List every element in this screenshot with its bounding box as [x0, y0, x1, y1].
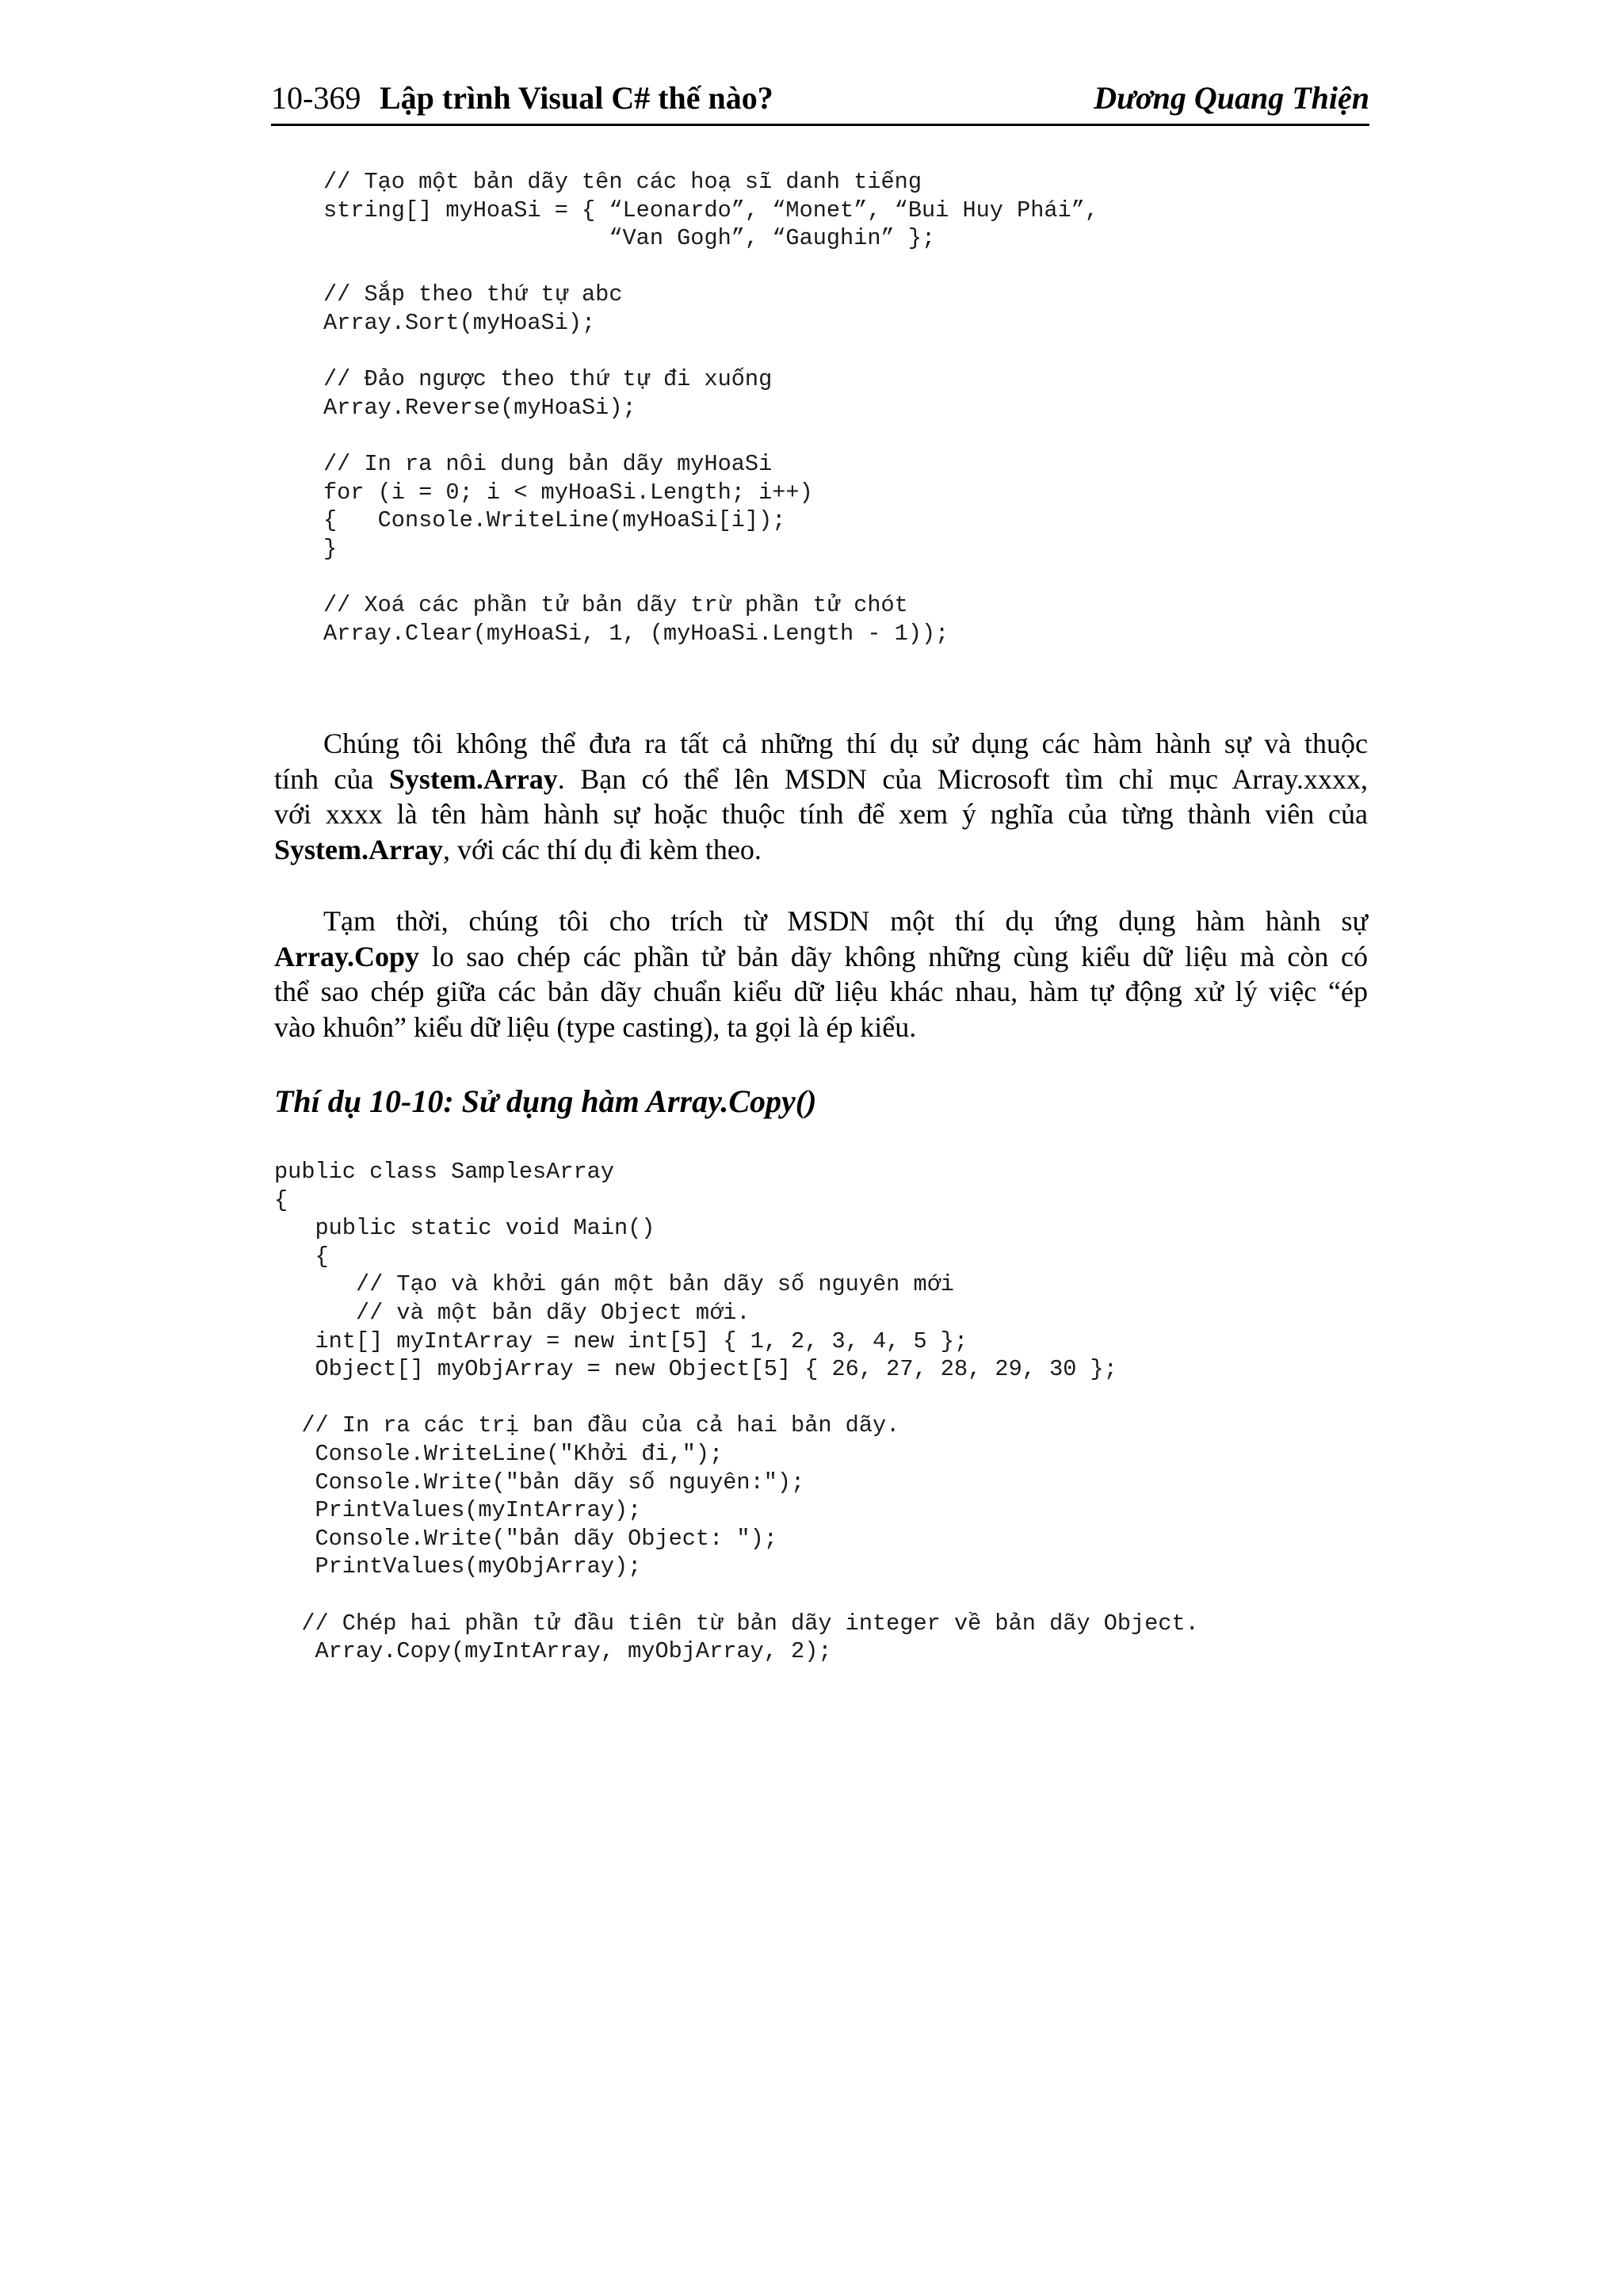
header-rule — [271, 124, 1369, 126]
paragraph-line: vào khuôn” kiểu dữ liệu (type casting), ta gọi là ép kiểu. — [274, 1010, 917, 1043]
code-line: // Sắp theo thứ tự abc — [323, 281, 623, 308]
code-line: PrintValues(myIntArray); — [274, 1497, 642, 1524]
example-heading: Thí dụ 10-10: Sử dụng hàm Array.Copy() — [274, 1083, 817, 1119]
text-run: lo sao chép các phần tử bản dãy không những cùng kiểu dữ liệu mà còn có — [419, 940, 1368, 972]
author-name: Dương Quang Thiện — [1094, 80, 1369, 116]
code-line: int[] myIntArray = new int[5] { 1, 2, 3, 4, 5 }; — [274, 1328, 968, 1354]
code-line: // Đảo ngược theo thứ tự đi xuống — [323, 366, 773, 393]
text-run: , với các thí dụ đi kèm theo. — [442, 833, 762, 865]
paragraph-system-array — [274, 726, 1368, 867]
code-line: // In ra nôi dung bản dãy myHoaSi — [323, 450, 773, 477]
code-line: // Chép hai phần tử đầu tiên từ bản dãy integer về bản dãy Object. — [274, 1610, 1199, 1637]
code-line: // Tạo và khởi gán một bản dãy số nguyên mới — [274, 1271, 954, 1298]
bold-term: System.Array — [388, 762, 558, 795]
code-line: { Console.WriteLine(myHoaSi[i]); — [323, 507, 786, 534]
code-line: { — [274, 1243, 329, 1270]
code-block-array-methods — [323, 168, 1098, 648]
code-line: // In ra các trị ban đầu của cả hai bản dãy. — [274, 1412, 900, 1439]
code-line: string[] myHoaSi = { “Leonardo”, “Monet”, “Bui Huy Phái”, — [323, 197, 1099, 223]
paragraph-line: Tạm thời, chúng tôi cho trích từ MSDN một thí dụ ứng dụng hàm hành sự — [323, 905, 1368, 937]
code-line: public class SamplesArray — [274, 1159, 614, 1185]
bold-term: Array.Copy — [274, 940, 419, 972]
code-line: // và một bản dãy Object mới. — [274, 1299, 750, 1326]
code-line: Console.Write("bản dãy số nguyên:"); — [274, 1469, 805, 1496]
code-line: “Van Gogh”, “Gaughin” }; — [323, 225, 936, 252]
code-line: Array.Clear(myHoaSi, 1, (myHoaSi.Length - 1)); — [323, 620, 949, 647]
paragraph-line: thể sao chép giữa các bản dãy chuẩn kiểu dữ liệu khác nhau, hàm tự động xử lý việc “ép — [274, 976, 1368, 1007]
code-line: Console.Write("bản dãy Object: "); — [274, 1525, 777, 1552]
code-line: // Tạo một bản dãy tên các hoạ sĩ danh tiếng — [323, 169, 922, 195]
code-line: PrintValues(myObjArray); — [274, 1553, 642, 1580]
code-line: Array.Sort(myHoaSi); — [323, 309, 596, 336]
text-run: tính của — [274, 762, 389, 795]
bold-term: System.Array — [274, 833, 443, 865]
paragraph-line — [274, 939, 1368, 975]
page-number: 10-369 — [271, 80, 361, 116]
code-line: Object[] myObjArray = new Object[5] { 26, 27, 28, 29, 30 }; — [274, 1356, 1117, 1383]
code-line: // Xoá các phần tử bản dãy trừ phần tử chót — [323, 591, 908, 618]
code-line: { — [274, 1186, 288, 1213]
book-title: Lập trình Visual C# thế nào? — [380, 80, 773, 116]
paragraph-line — [274, 832, 1368, 868]
code-block-samples-array — [274, 1158, 1199, 1666]
paragraph-array-copy — [274, 904, 1368, 1045]
code-line: } — [323, 535, 338, 562]
code-line: Console.WriteLine("Khởi đi,"); — [274, 1440, 724, 1467]
code-line: public static void Main() — [274, 1215, 655, 1242]
code-line: Array.Reverse(myHoaSi); — [323, 394, 636, 421]
paragraph-line: với xxxx là tên hàm hành sự hoặc thuộc tính để xem ý nghĩa của từng thành viên của — [274, 798, 1368, 830]
paragraph-line — [274, 762, 1368, 797]
page-header — [271, 76, 1369, 124]
paragraph-line: Chúng tôi không thể đưa ra tất cả những thí dụ sử dụng các hàm hành sự và thuộc — [323, 728, 1368, 759]
text-run: . Bạn có thể lên MSDN của Microsoft tìm chỉ mục Array.xxxx, — [557, 762, 1368, 795]
code-line: for (i = 0; i < myHoaSi.Length; i++) — [323, 479, 813, 506]
code-line: Array.Copy(myIntArray, myObjArray, 2); — [274, 1638, 832, 1665]
